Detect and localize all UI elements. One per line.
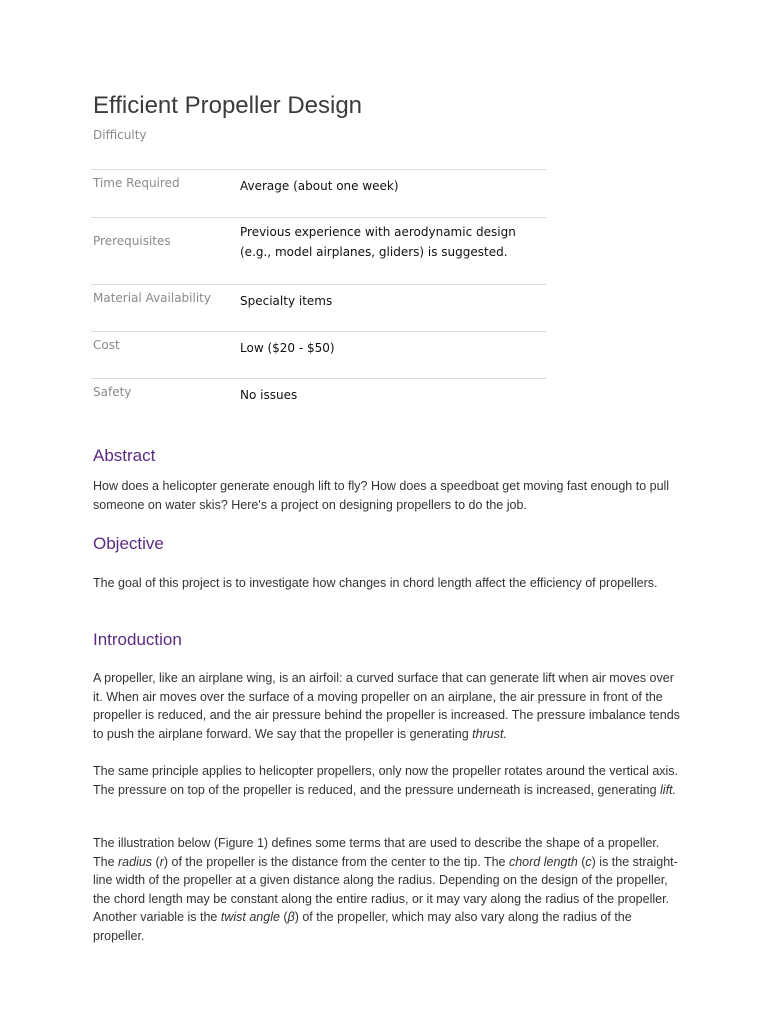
introduction-paragraph-2: [93, 762, 683, 799]
time-required-label: Time Required: [93, 176, 180, 190]
table-row: [91, 217, 546, 284]
lift-term: lift.: [660, 782, 677, 797]
intro-p1-text: A propeller, like an airplane wing, is an airfoil: a curved surface that can generate lift when air moves over it. When air moves over the surface of a moving propeller on an airplane, the air pressure in front of the propeller is reduced, and the air pressure behind the propeller is increased. The pressure imbalance tends to push the airplane forward. We say that the propeller is generating: [93, 671, 680, 741]
intro-p3-e: ) is the straight-line width of the propeller at a given distance along the radius. Depending on the design of the propeller, the chord length may be constant along the entire radius, or it may vary along the radius of the propeller. Another variable is the: [93, 854, 678, 924]
intro-p3-g: ) of the propeller, which may also vary along the radius of the propeller.: [93, 910, 632, 943]
intro-p2-text: The same principle applies to helicopter propellers, only now the propeller rotates around the vertical axis. The pressure on top of the propeller is reduced, and the pressure underneath is increased, generating: [93, 764, 679, 797]
table-row: [91, 331, 546, 378]
table-row: [91, 378, 546, 425]
thrust-term: thrust.: [472, 726, 507, 741]
intro-p3-a: The illustration below (Figure 1) defines some terms that are used to describe the shape of a propeller. The: [93, 836, 660, 869]
difficulty-label: Difficulty: [93, 128, 147, 142]
prerequisites-label: Prerequisites: [93, 234, 171, 248]
radius-term: radius: [118, 854, 153, 869]
abstract-heading: Abstract: [93, 446, 156, 465]
radius-symbol: r: [159, 854, 164, 869]
objective-text: The goal of this project is to investigate how changes in chord length affect the efficiency of propellers.: [93, 576, 658, 590]
chord-symbol: c: [585, 854, 592, 869]
safety-value: No issues: [240, 388, 298, 402]
introduction-heading: Introduction: [93, 630, 182, 649]
introduction-paragraph-3: [93, 834, 683, 945]
material-availability-label: Material Availability: [93, 291, 211, 305]
chord-length-term: chord length: [508, 854, 578, 869]
page-title: Efficient Propeller Design: [93, 92, 363, 119]
objective-heading: Objective: [93, 534, 164, 553]
intro-p3-d: (: [577, 854, 586, 869]
time-required-value: Average (about one week): [240, 179, 399, 193]
introduction-paragraph-1: [93, 669, 683, 743]
table-row: [91, 169, 546, 217]
cost-value: Low ($20 - $50): [240, 341, 335, 355]
intro-p3-c: ) of the propeller is the distance from the center to the tip. The: [163, 854, 509, 869]
prerequisites-value: Previous experience with aerodynamic design (e.g., model airplanes, gliders) is suggested.: [240, 225, 516, 259]
twist-angle-term: twist angle: [220, 910, 280, 924]
abstract-text: How does a helicopter generate enough lift to fly? How does a speedboat get moving fast enough to pull someone on water skis? Here's a project on designing propellers to do the job.: [93, 479, 670, 512]
table-row: [91, 284, 546, 331]
cost-label: Cost: [93, 338, 120, 352]
intro-p3-f: (: [279, 910, 288, 924]
project-info-table: [91, 169, 546, 425]
intro-p3-b: (: [152, 854, 160, 869]
beta-symbol: β: [287, 910, 295, 924]
material-availability-value: Specialty items: [240, 294, 333, 308]
safety-label: Safety: [93, 385, 132, 399]
